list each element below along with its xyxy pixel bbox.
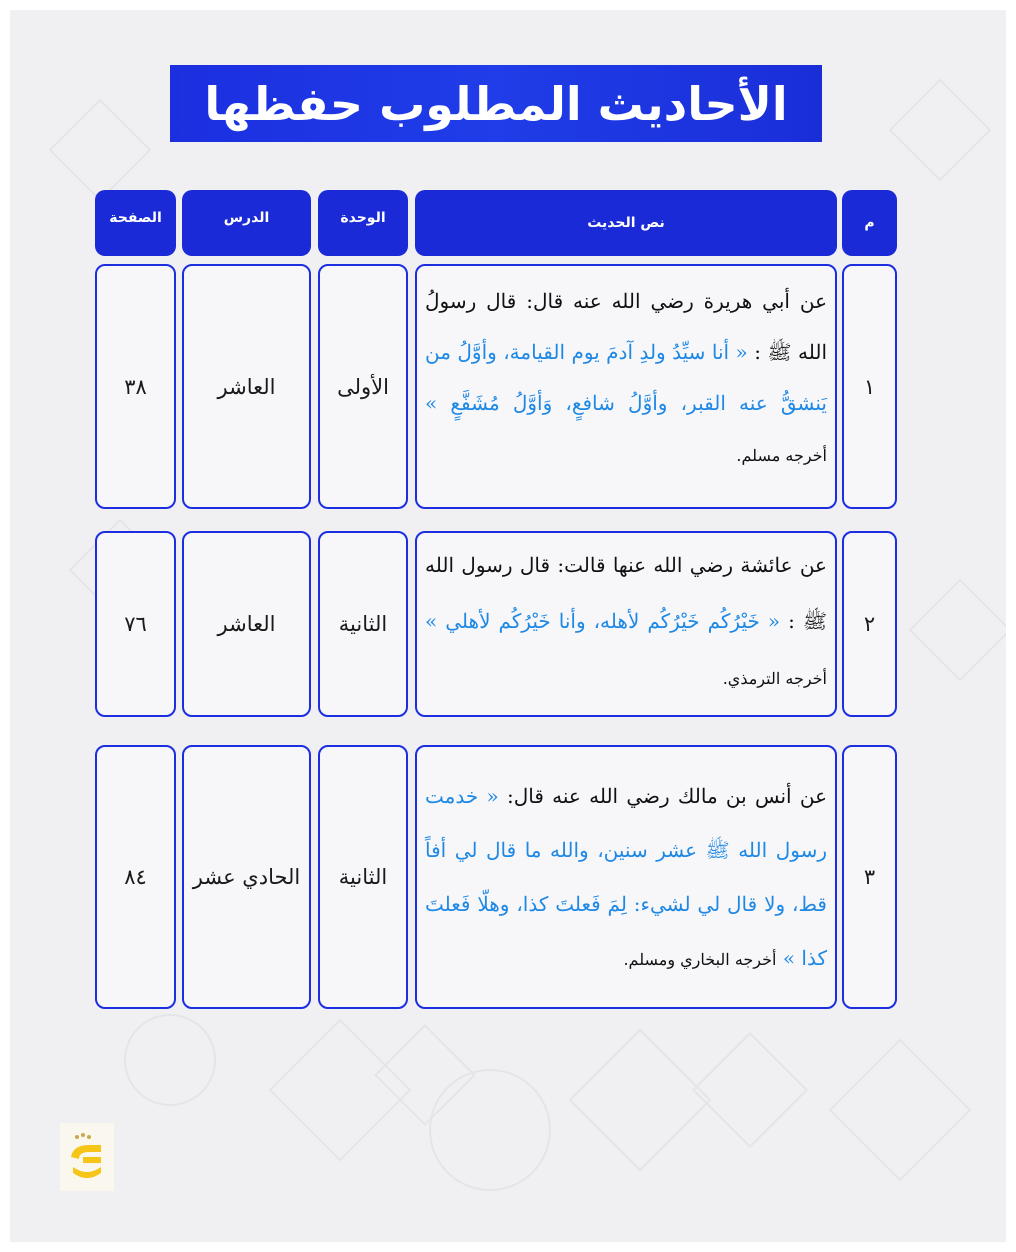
row-1-quote: « أنا سيِّدُ ولدِ آدمَ يوم القيامة، وأوَّلُ من يَنشقُّ عنه القبر، وأوَّلُ شافعٍ، وَأوَّلُ مُشَفَّعٍ » <box>425 340 827 415</box>
logo-icon <box>63 1127 111 1187</box>
row-2-unit: الثانية <box>318 531 408 717</box>
row-3-hadith <box>415 745 837 1009</box>
row-1-narration: عن أبي هريرة رضي الله عنه قال: قال رسولُ الله ﷺ : <box>425 289 828 364</box>
row-3-unit: الثانية <box>318 745 408 1009</box>
row-1-number: ١ <box>842 264 897 509</box>
row-3-source: أخرجه البخاري ومسلم. <box>623 950 777 969</box>
row-2-number: ٢ <box>842 531 897 717</box>
header-unit: الوحدة <box>318 190 408 256</box>
row-1-lesson: العاشر <box>182 264 311 509</box>
row-2-lesson: العاشر <box>182 531 311 717</box>
header-page: الصفحة <box>95 190 176 256</box>
row-1-hadith <box>415 264 837 509</box>
row-1-page: ٣٨ <box>95 264 176 509</box>
row-2-quote: « خَيْرُكُم خَيْرُكُم لأهله، وأنا خَيْرُكُم لأهلي » <box>425 609 781 633</box>
header-hadith-text: نص الحديث <box>415 190 837 256</box>
page <box>10 10 1006 1242</box>
row-2-page: ٧٦ <box>95 531 176 717</box>
row-3-number: ٣ <box>842 745 897 1009</box>
row-2-narration: عن عائشة رضي الله عنها قالت: قال رسول الله ﷺ : <box>425 553 827 633</box>
row-3-page: ٨٤ <box>95 745 176 1009</box>
row-2-source: أخرجه الترمذي. <box>722 669 827 688</box>
row-1-unit: الأولى <box>318 264 408 509</box>
row-1-source: أخرجه مسلم. <box>736 446 827 465</box>
header-number: م <box>842 190 897 256</box>
page-title-banner <box>170 65 822 142</box>
publisher-logo <box>60 1123 114 1191</box>
page-title: الأحاديث المطلوب حفظها <box>204 76 788 131</box>
row-2-hadith <box>415 531 837 717</box>
row-3-quote: « خدمت رسول الله ﷺ عشر سنين، والله ما قال لي أفاً قط، ولا قال لي لشيء: لِمَ فَعلتَ كذا، وهلّا فَعلتَ كذا » <box>425 784 827 970</box>
header-lesson: الدرس <box>182 190 311 256</box>
row-3-lesson: الحادي عشر <box>182 745 311 1009</box>
row-3-narration: عن أنس بن مالك رضي الله عنه قال: <box>506 784 828 808</box>
